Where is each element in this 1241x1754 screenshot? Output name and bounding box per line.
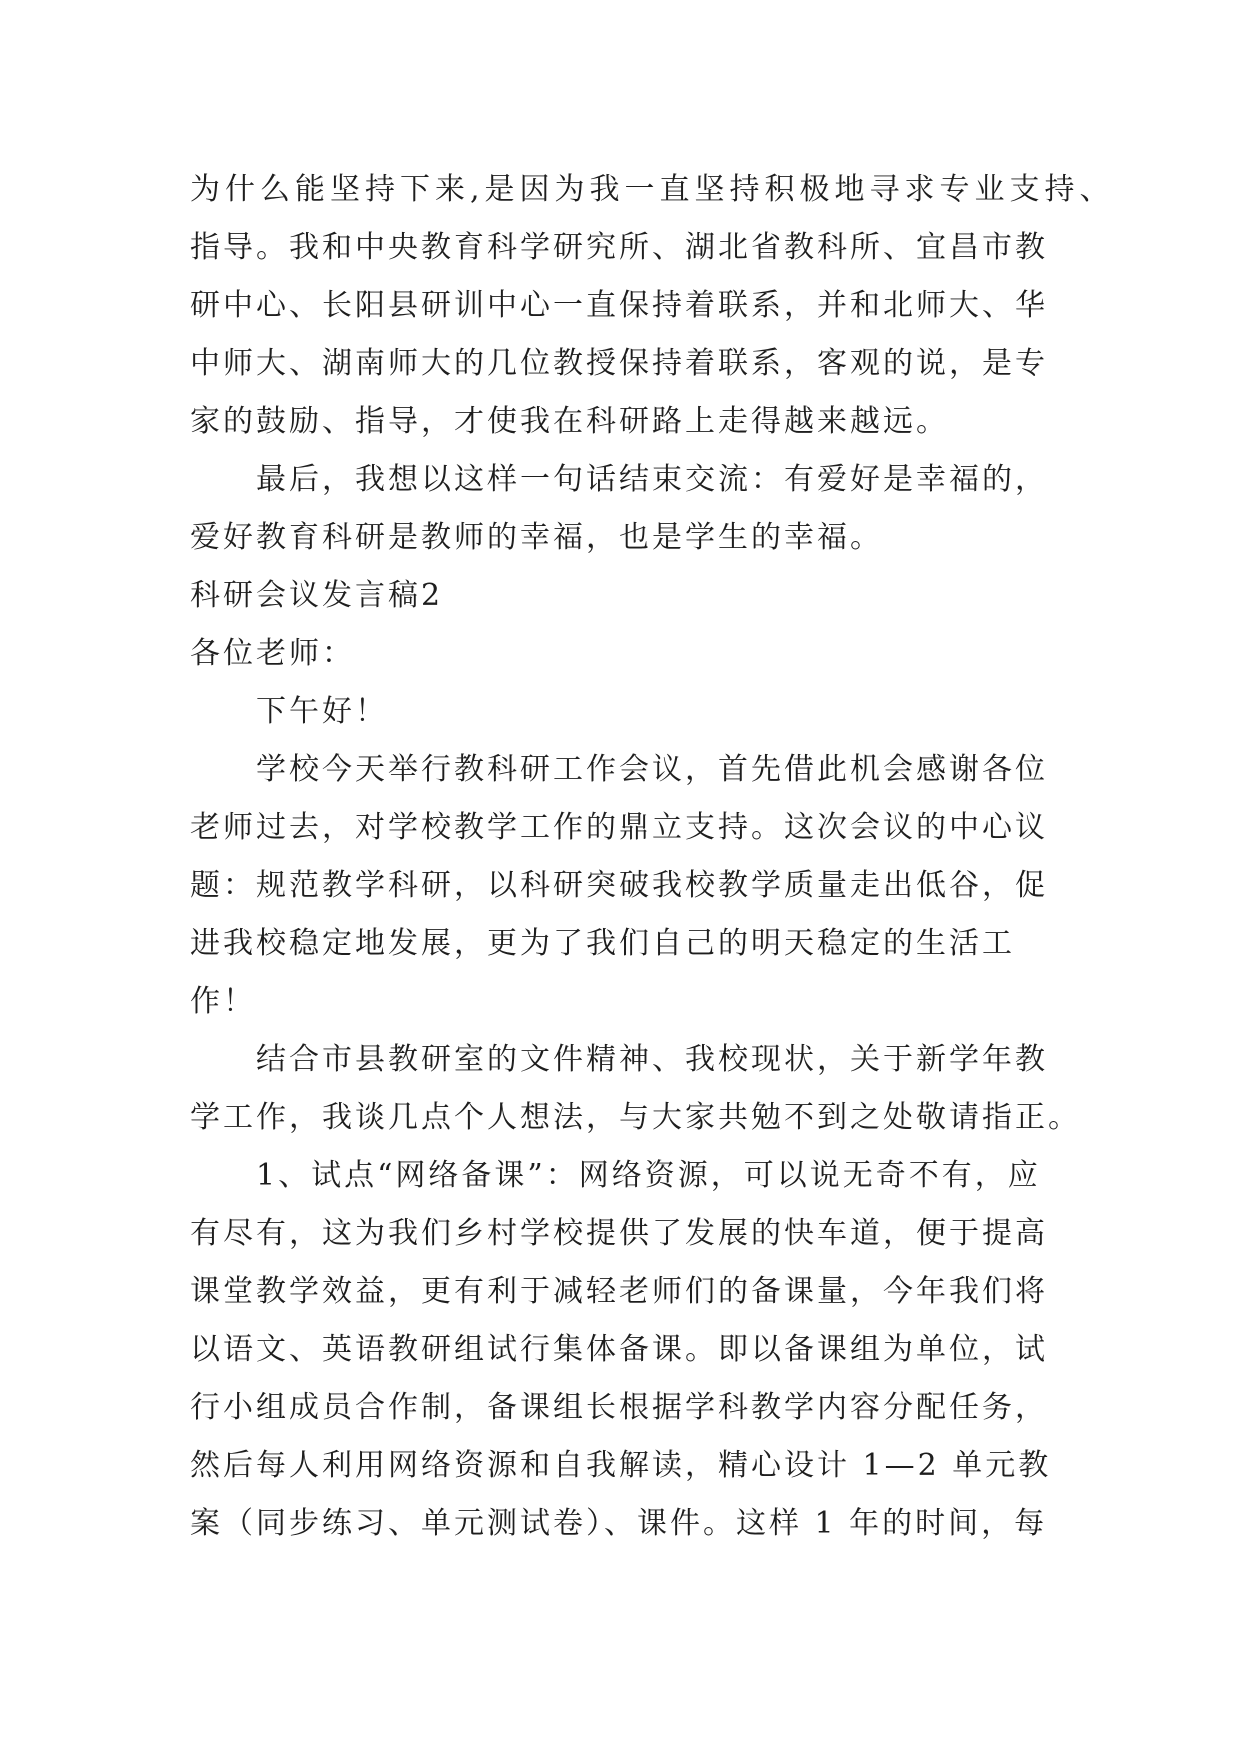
text-line: 然后每人利用网络资源和自我解读，精心设计 1—2 单元教	[190, 1448, 1052, 1483]
text-line: 为什么能坚持下来,是因为我一直坚持积极地寻求专业支持、	[190, 172, 1115, 207]
text-line: 作！	[190, 984, 256, 1019]
text-line: 行小组成员合作制，备课组长根据学科教学内容分配任务，	[190, 1390, 1048, 1425]
text-line: 题：规范教学科研，以科研突破我校教学质量走出低谷，促	[190, 868, 1048, 903]
text-line: 学工作，我谈几点个人想法，与大家共勉不到之处敬请指正。	[190, 1100, 1081, 1135]
text-line: 学校今天举行教科研工作会议，首先借此机会感谢各位	[256, 752, 1048, 787]
text-line: 1、试点“网络备课”：网络资源，可以说无奇不有，应	[256, 1158, 1041, 1193]
text-line: 最后，我想以这样一句话结束交流：有爱好是幸福的，	[256, 462, 1048, 497]
greeting: 下午好！	[256, 694, 388, 729]
document-body	[190, 161, 1130, 1553]
section-heading: 科研会议发言稿2	[190, 578, 444, 613]
text-line: 有尽有，这为我们乡村学校提供了发展的快车道，便于提高	[190, 1216, 1048, 1251]
salutation: 各位老师：	[190, 636, 355, 671]
text-line: 结合市县教研室的文件精神、我校现状，关于新学年教	[256, 1042, 1048, 1077]
text-line: 家的鼓励、指导，才使我在科研路上走得越来越远。	[190, 404, 949, 439]
text-line: 课堂教学效益，更有利于减轻老师们的备课量，今年我们将	[190, 1274, 1048, 1309]
text-line: 指导。我和中央教育科学研究所、湖北省教科所、宜昌市教	[190, 230, 1048, 265]
text-line: 中师大、湖南师大的几位教授保持着联系，客观的说，是专	[190, 346, 1048, 381]
text-line: 老师过去，对学校教学工作的鼎立支持。这次会议的中心议	[190, 810, 1048, 845]
text-line: 爱好教育科研是教师的幸福，也是学生的幸福。	[190, 520, 883, 555]
text-line: 以语文、英语教研组试行集体备课。即以备课组为单位，试	[190, 1332, 1048, 1367]
text-line: 研中心、长阳县研训中心一直保持着联系，并和北师大、华	[190, 288, 1048, 323]
text-line: 进我校稳定地发展，更为了我们自己的明天稳定的生活工	[190, 926, 1015, 961]
text-line: 案（同步练习、单元测试卷）、课件。这样 1 年的时间，每	[190, 1506, 1048, 1541]
